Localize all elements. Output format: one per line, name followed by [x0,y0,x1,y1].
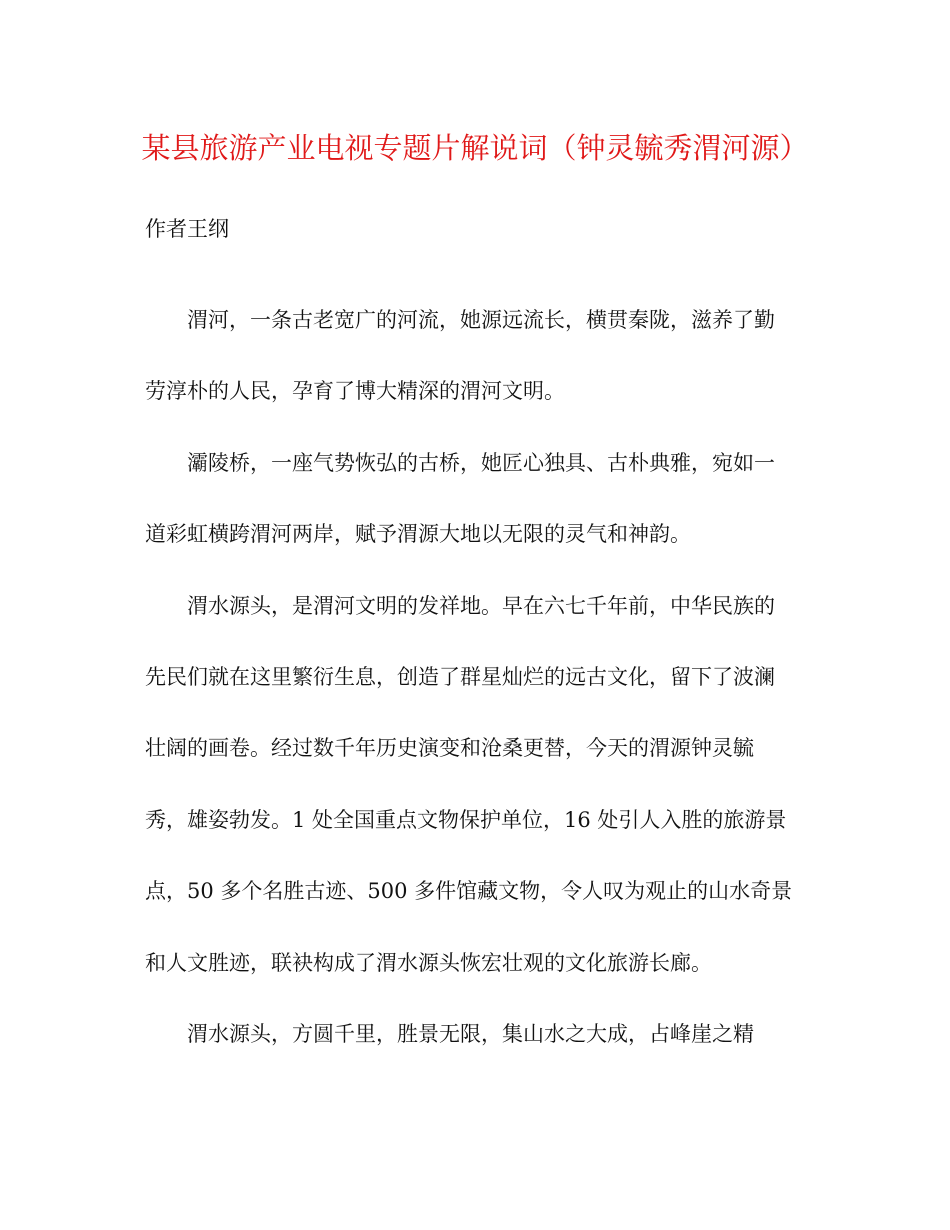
document-title: 某县旅游产业电视专题片解说词（钟灵毓秀渭河源） [141,131,809,165]
paragraph-source-history [145,571,800,999]
text-line: 点，50 多个名胜古迹、500 多件馆藏文物，令人叹为观止的山水奇景 [145,879,793,904]
text-line: 和人文胜迹，联袂构成了渭水源头恢宏壮观的文化旅游长廊。 [145,950,712,975]
paragraph-weihe [145,285,800,428]
paragraph-balingqiao [145,428,800,571]
text-line: 先民们就在这里繁衍生息，创造了群星灿烂的远古文化，留下了波澜 [145,665,775,690]
text-line: 渭水源头，方圆千里，胜景无限，集山水之大成，占峰崖之精 [187,1022,754,1047]
text-line: 渭水源头，是渭河文明的发祥地。早在六七千年前，中华民族的 [187,593,775,618]
text-line: 秀，雄姿勃发。1 处全国重点文物保护单位，16 处引人入胜的旅游景 [145,807,787,832]
text-line: 劳淳朴的人民，孕育了博大精深的渭河文明。 [145,379,565,404]
text-line: 灞陵桥，一座气势恢弘的古桥，她匠心独具、古朴典雅，宛如一 [187,450,775,475]
document-body [145,285,800,1070]
text-line: 渭河，一条古老宽广的河流，她源远流长，横贯秦陇，滋养了勤 [187,308,775,332]
text-line: 道彩虹横跨渭河两岸，赋予渭源大地以无限的灵气和神韵。 [145,522,691,547]
text-line: 壮阔的画卷。经过数千年历史演变和沧桑更替，今天的渭源钟灵毓 [145,736,754,761]
author-line: 作者王纲 [145,217,229,241]
paragraph-scenery [145,999,800,1070]
